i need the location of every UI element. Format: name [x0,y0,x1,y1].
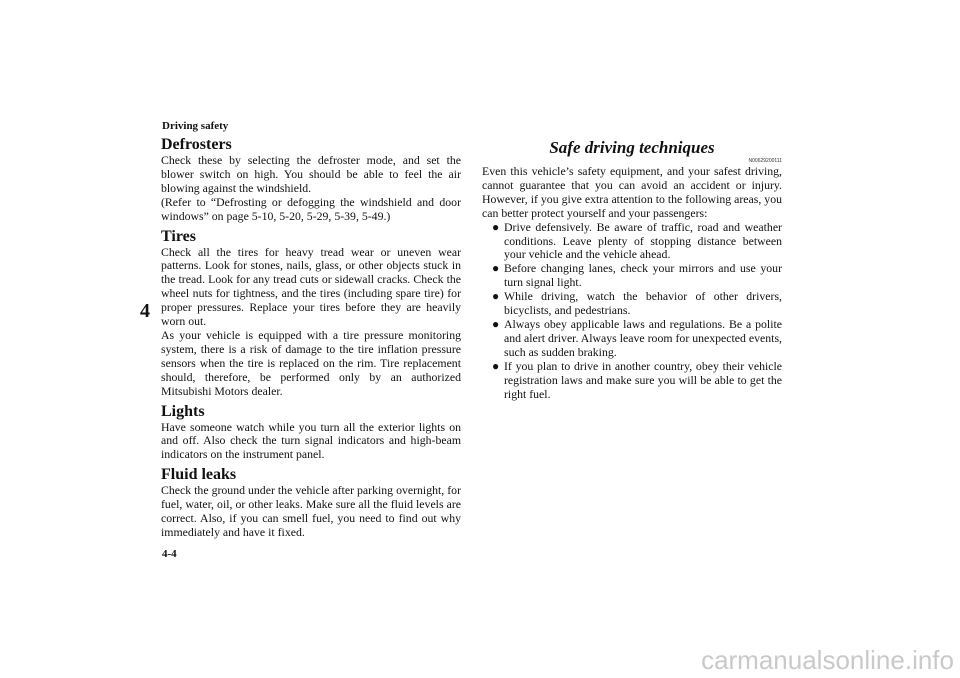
section-title: Fluid leaks [161,466,237,484]
section-tires [161,228,461,399]
section-body: Have someone watch while you turn all the exterior lights on and off. Also check the turn signal indicators and high-beam indicators on the instrument panel. [161,419,461,462]
intro-paragraph: Even this vehicle’s safety equipment, and your safest driving, cannot guarantee that you can avoid an accident or injury. However, if you give extra attention to the following areas, you can better protect yourself and your passengers: [482,164,782,220]
bullet-icon: ● [492,358,500,373]
list-item-text: Drive defensively. Be aware of traffic, road and weather conditions. Leave plenty of stopping distance between your vehicle and the vehicle ahead. [504,219,782,262]
list-item [482,221,782,263]
section-defrosters [161,136,461,224]
left-column [161,136,461,544]
bullet-icon: ● [492,261,500,276]
section-header: Driving safety [162,120,229,132]
list-item-text: While driving, watch the behavior of other drivers, bicyclists, and pedestrians. [504,289,782,318]
section-body: Check all the tires for heavy tread wear or uneven wear patterns. Look for stones, nails, glass, or other objects stuck in the tread. Look for any tread cuts or sidewall cracks. Check the wheel nuts for tightness, and the tires (including spare tire) for proper pressures. Replace your tires before they are heavily worn out. As your vehicle is equipped with a tire pressure monitoring system, there is a risk of damage to the tire inflation pressure sensors when the tire is replaced on the rim. Tire replacement should, therefore, be performed only by an authorized Mitsubishi Motors dealer. [161,244,461,398]
bullet-icon: ● [492,289,500,304]
section-title: Tires [161,227,196,245]
page-number: 4-4 [162,548,177,560]
right-column [482,137,782,401]
list-item-text: Always obey applicable laws and regulations. Be a polite and alert driver. Always leave room for unexpected events, such as sudden braking. [504,316,782,359]
section-body: Check these by selecting the defroster mode, and set the blower switch on high. You should be able to feel the air blowing against the windshield. (Refer to “Defrosting or defogging the windshield and door windows” on page 5-10, 5-20, 5-29, 5-39, 5-49.) [161,153,461,223]
document-code: N00629200111 [748,158,782,164]
watermark: carmanualsonline.info [701,645,954,675]
safety-tips-list [482,221,782,402]
list-item-text: If you plan to drive in another country, obey their vehicle registration laws and make sure you will be able to get the right fuel. [504,358,782,401]
list-item [482,360,782,402]
list-item [482,318,782,360]
page-title: Safe driving techniques [549,138,715,157]
section-title: Lights [161,402,205,420]
list-item [482,262,782,290]
bullet-icon: ● [492,219,500,234]
section-body: Check the ground under the vehicle after parking overnight, for fuel, water, oil, or other leaks. Make sure all the fluid levels are correct. Also, if you can smell fuel, you need to find out why immediately and have it fixed. [161,483,461,539]
bullet-icon: ● [492,316,500,331]
list-item [482,290,782,318]
list-item-text: Before changing lanes, check your mirrors and use your turn signal light. [504,261,782,290]
section-title: Defrosters [161,136,232,153]
chapter-tab: 4 [140,300,150,322]
section-fluid-leaks [161,466,461,540]
section-lights [161,403,461,463]
